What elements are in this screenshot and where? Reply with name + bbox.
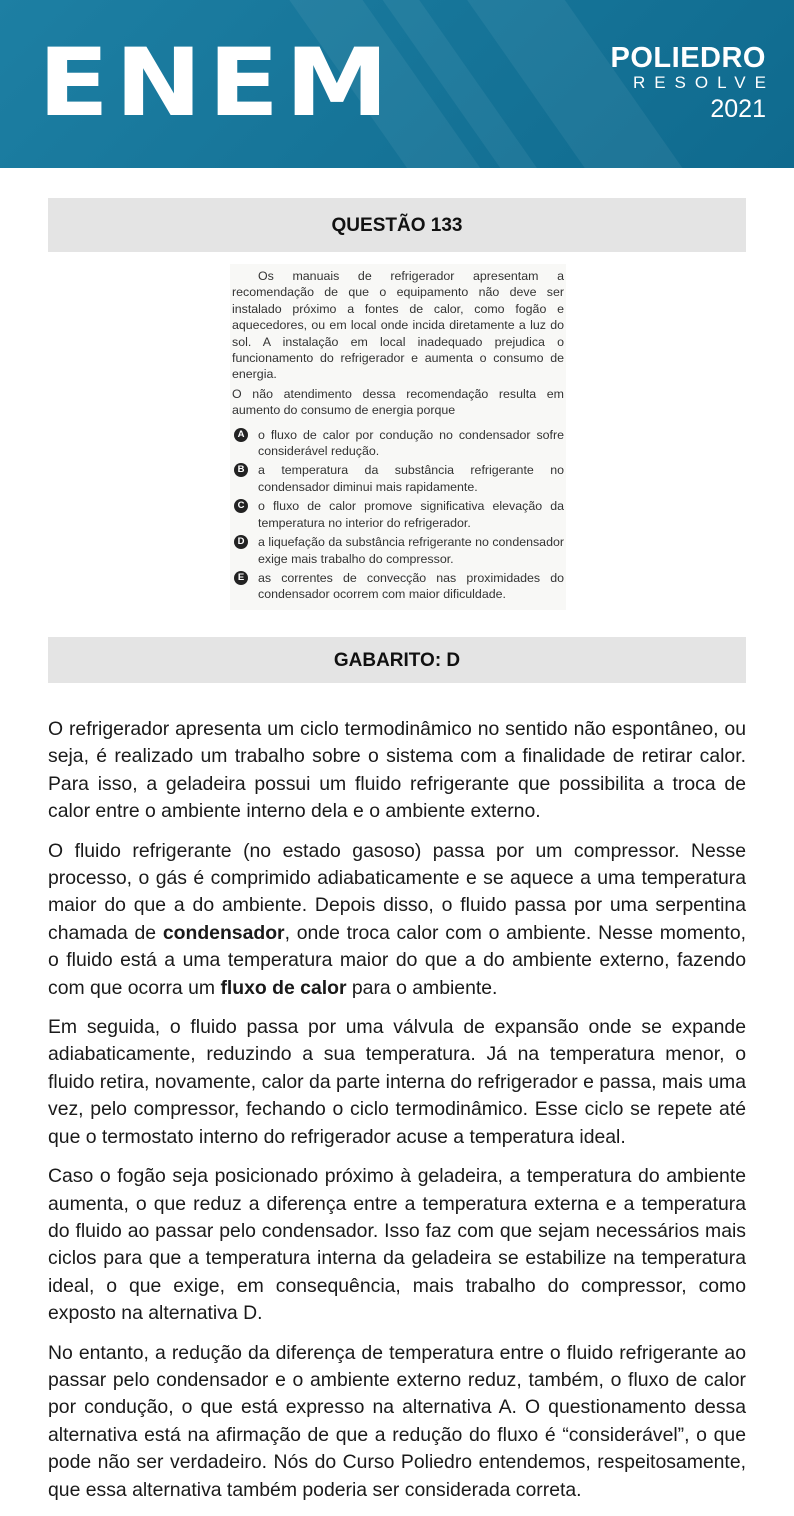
text-run: O fluido refrigerante (no estado gasoso) passa por um compressor. Nesse processo, o gás é comprimido adiabaticamente e se aquece a uma temperatura maior do que a do ambiente. Depois disso, o fluido passa por uma serpentina chamada de — [48, 839, 746, 944]
poliedro-brand — [610, 42, 775, 124]
page-header — [0, 0, 794, 168]
alternative-a — [232, 427, 564, 460]
explanation-paragraph-5: No entanto, a redução da diferença de temperatura entre o fluido refrigerante ao passar pelo condensador e o ambiente externo reduz, também, o fluxo de calor por condução, o que está expresso na alternativa A. O questionamento dessa alternativa está na afirmação de que a redução do fluxo é “considerável”, o que pode não ser verdadeiro. Nós do Curso Poliedro entendemos, respeitosamente, que essa alternativa também poderia ser considerada correta. — [48, 1341, 746, 1501]
alternative-text: as correntes de convecção nas proximidades do condensador ocorrem com maior dificuldade. — [258, 570, 564, 602]
alternative-letter: C — [234, 499, 248, 513]
alternative-b — [232, 462, 564, 495]
alternative-e — [232, 570, 564, 603]
alternative-text: a temperatura da substância refrigerante no condensador diminui mais rapidamente. — [258, 463, 564, 494]
alternative-letter: E — [234, 571, 248, 585]
explanation-paragraph-3: Em seguida, o fluido passa por uma válvula de expansão onde se expande adiabaticamente, reduzindo a sua temperatura. Já na temperatura menor, o fluido retira, novamente, calor da parte interna do refrigerador e passa, mais uma vez, pelo compressor, fechando o ciclo termodinâmico. Esse ciclo se repete até que o termostato interno do refrigerador acuse a temperatura ideal. — [48, 1016, 746, 1148]
brand-subtitle: RESOLVE — [632, 73, 775, 92]
question-scan — [230, 264, 566, 610]
enem-logo: ENEM — [38, 27, 395, 138]
alternative-text: a liquefação da substância refrigerante no condensador exige mais trabalho do compressor. — [258, 535, 564, 566]
alternative-d — [232, 534, 564, 567]
answer-bar: GABARITO: D — [48, 637, 746, 683]
alternative-letter: B — [234, 463, 248, 477]
alternative-letter: D — [234, 535, 248, 549]
alternatives-list — [232, 427, 564, 603]
explanation-paragraph-4: Caso o fogão seja posicionado próximo à geladeira, a temperatura do ambiente aumenta, o que reduz a diferença entre a temperatura externa e a temperatura do fluido ao passar pelo condensador. Isso faz com que sejam necessários mais ciclos para que a temperatura interna da geladeira se estabilize na temperatura ideal, o que exige, em consequência, mais trabalho do compressor, como exposto na alternativa D. — [48, 1165, 746, 1325]
alternative-text: o fluxo de calor promove significativa elevação da temperatura no interior do refrigerador. — [258, 499, 564, 530]
text-run: para o ambiente. — [346, 976, 498, 999]
brand-name: POLIEDRO — [610, 42, 766, 74]
explanation — [48, 716, 746, 1516]
text-run: , onde troca calor com o ambiente. Nesse momento, o fluido está a uma temperatura maior do que a do ambiente externo, fazendo com que ocorra um — [48, 921, 746, 999]
explanation-paragraph-2 — [48, 838, 746, 1002]
alternative-letter: A — [234, 428, 248, 442]
bold-term: fluxo de calor — [220, 976, 347, 999]
question-paragraph: Os manuais de refrigerador apresentam a recomendação de que o equipamento não deve ser instalado próximo a fontes de calor, como fogão e aquecedores, ou em local onde incida diretamente a luz do sol. A instalação em local inadequado prejudica o funcionamento do refrigerador e aumenta o consumo de energia. — [232, 269, 564, 382]
explanation-paragraph-1: O refrigerador apresenta um ciclo termodinâmico no sentido não espontâneo, ou seja, é realizado um trabalho sobre o sistema com a finalidade de retirar calor. Para isso, a geladeira possui um fluido refrigerante que possibilita a troca de calor entre o ambiente interno dela e o ambiente externo. — [48, 718, 746, 823]
alternative-text: o fluxo de calor por condução no condensador sofre considerável redução. — [258, 427, 564, 459]
bold-term: condensador — [162, 921, 285, 944]
question-title-bar: QUESTÃO 133 — [48, 198, 746, 252]
question-stem: O não atendimento dessa recomendação resulta em aumento do consumo de energia porque — [232, 386, 564, 418]
alternative-c — [232, 498, 564, 531]
exam-year: 2021 — [710, 95, 766, 124]
